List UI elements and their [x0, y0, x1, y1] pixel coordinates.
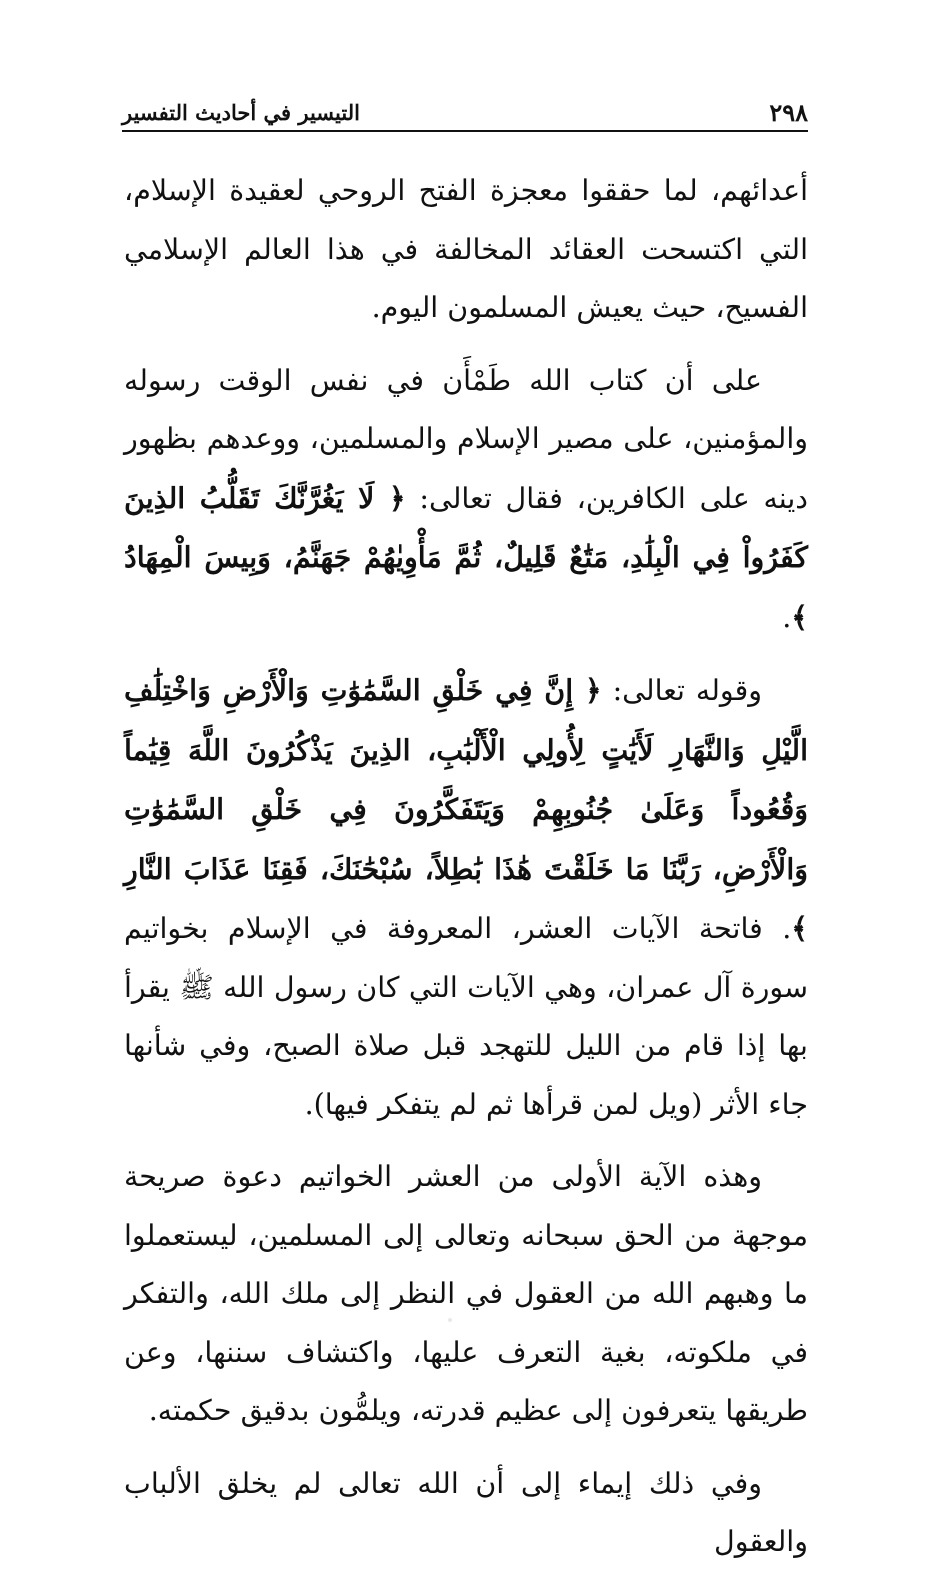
paragraph-text: أعدائهم، لما حققوا معجزة الفتح الروحي لعقيدة الإسلام، التي اكتسحت العقائد المخالفة في هذا العالم الإسلامي الفسيح، حيث يعيش المسلمون اليوم.: [124, 174, 808, 324]
paragraph-3: [124, 661, 808, 1134]
book-title: التيسير في أحاديث التفسير: [122, 100, 360, 125]
paragraph-4: [124, 1148, 808, 1441]
quran-verse: ﴿ إِنَّ فِي خَلْقِ السَّمَٰوَٰتِ وَالْأَرْضِ وَاخْتِلَٰفِ الَّيْلِ وَالنَّهَارِ لَأَيَٰتٍ لِأُولِي الْأَلْبَٰبِ، الذِينَ يَذْكُرُونَ اللَّهَ قِيَٰماً وَقُعُوداً وَعَلَىٰ جُنُوبِهِمْ وَيَتَفَكَّرُونَ فِي خَلْقِ السَّمَٰوَٰتِ وَالْأَرْضِ، رَبَّنَا مَا خَلَقْتَ هَٰذَا بَٰطِلاً، سُبْحَٰنَكَ، فَقِنَا عَذَابَ النَّارِ ﴾: [124, 673, 808, 945]
body-text: [124, 162, 808, 1586]
paragraph-text: وفي ذلك إيماء إلى أن الله تعالى لم يخلق الألباب والعقول: [124, 1466, 808, 1558]
running-header: [122, 96, 808, 132]
paragraph-5: [124, 1455, 808, 1572]
paper-speck: [448, 1318, 452, 1322]
paragraph-text: على أن كتاب الله طَمْأَن في نفس الوقت رسوله والمؤمنين، على مصير الإسلام والمسلمين، ووعدهم بظهور دينه على الكافرين، فقال تعالى:: [124, 363, 808, 515]
paragraph-text: . فاتحة الآيات العشر، المعروفة في الإسلام بخواتيم سورة آل عمران، وهي الآيات التي كان رسول الله ﷺ يقرأ بها إذا قام من الليل للتهجد قبل صلاة الصبح، وفي شأنها جاء الأثر (ويل لمن قرأها ثم لم يتفكر فيها).: [124, 912, 808, 1121]
quran-verse: ﴿ لَا يَغُرَّنَّكَ تَقَلُّبُ الذِينَ كَفَرُواْ فِي الْبِلَٰدِ، مَتَٰعٌ قَلِيلٌ، ثُمَّ مَأْوِيٰهُمْ جَهَنَّمُ، وَبِيسَ الْمِهَادُ ﴾: [124, 480, 808, 634]
paragraph-text: .: [782, 600, 792, 634]
paragraph-text: وقوله تعالى:: [601, 674, 762, 707]
paragraph-2: [124, 352, 808, 648]
page-number: ٢٩٨: [769, 98, 808, 127]
paragraph-text: وهذه الآية الأولى من العشر الخواتيم دعوة صريحة موجهة من الحق سبحانه وتعالى إلى المسلمين، ليستعملوا ما وهبهم الله من العقول في النظر إلى ملك الله، والتفكر في ملكوته، بغية التعرف عليها، واكتشاف سننها، وعن طريقها يتعرفون إلى عظيم قدرته، ويلمُّون بدقيق حكمته.: [124, 1160, 808, 1427]
paragraph-1: [124, 162, 808, 338]
